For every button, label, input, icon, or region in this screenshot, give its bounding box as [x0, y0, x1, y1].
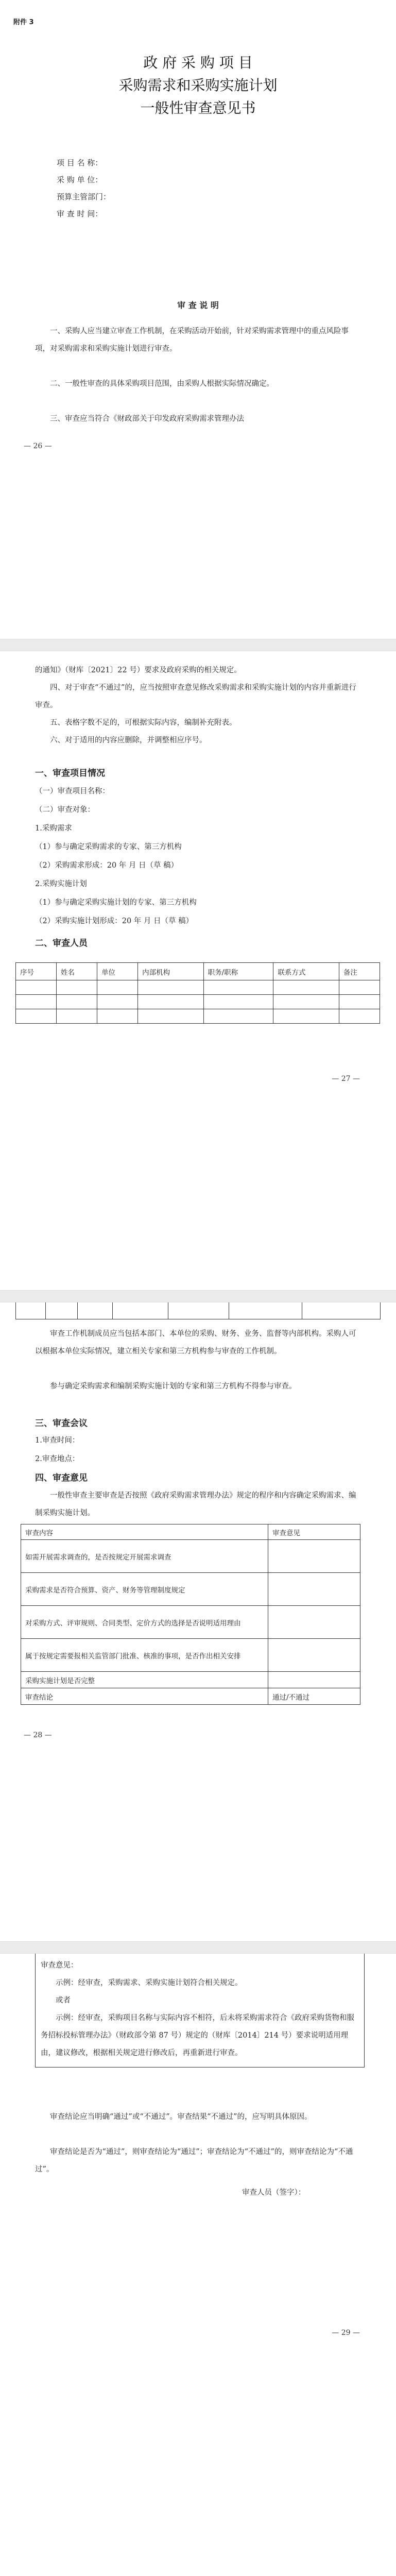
table-continuation-line: [77, 1302, 78, 1319]
table-continuation-line: [15, 1302, 16, 1319]
field-purchaser: 采 购 单 位：: [57, 175, 103, 184]
paragraph: 审查结论是否为“通过”，则审查结论为“通过”；审查结论为“不通过”的，则审查结论为“不通过”。: [35, 2148, 353, 2174]
review-opinion-box: [35, 1954, 365, 2067]
paragraph: 六、对于适用的内容应删除，并调整相应序号。: [50, 736, 207, 744]
table-header-cell: 内部机构: [138, 963, 204, 980]
table-header-cell: 单位: [97, 963, 138, 980]
table-header-cell: 职务/职称: [203, 963, 273, 980]
page-29: [0, 1954, 396, 2576]
table-row: [16, 980, 380, 995]
reviewers-table: [15, 962, 380, 1024]
field-review-time: 审 查 时 间：: [57, 209, 103, 218]
page-separator: [0, 1290, 396, 1302]
table-row: [21, 1606, 360, 1639]
page-number: — 27 —: [332, 1075, 360, 1083]
paragraph: 审查结论应当明确“通过”或“不通过”。审查结果“不通过”的，应写明具体原因。: [50, 2113, 312, 2121]
table-cell: 通过/不通过: [268, 1688, 360, 1705]
section-title: 三、审查会议: [35, 1418, 88, 1429]
list-item: （1）参与确定采购需求的专家、第三方机构: [35, 843, 182, 851]
table-header-cell: 序号: [16, 963, 57, 980]
project-fields: [57, 155, 111, 223]
table-cell: 对采购方式、评审规则、合同类型、定价方式的选择是否说明适用理由: [21, 1606, 268, 1639]
table-row: [21, 1573, 360, 1606]
table-cell: 属于按规定需要报相关监管部门批准、核准的事项，是否作出相关安排: [21, 1639, 268, 1672]
table-cell: 采购实施计划是否完整: [21, 1672, 268, 1688]
opinion-or: 或者: [56, 1996, 71, 2005]
paragraph: 二、一般性审查的具体采购项目范围，由采购人根据实际情况确定。: [50, 380, 274, 388]
table-row: [21, 1688, 360, 1705]
table-row: [21, 1672, 360, 1688]
paragraph: 五、表格字数不足的，可根据实际内容，编制补充附表。: [50, 719, 237, 727]
field-budget-dept: 预算主管部门：: [57, 192, 111, 201]
page-number: — 26 —: [24, 442, 52, 450]
list-item: 1.审查时间：: [35, 1436, 80, 1445]
table-continuation-line: [112, 1302, 113, 1319]
table-cell: [268, 1573, 360, 1606]
table-header-row: [21, 1524, 360, 1540]
section-title: 二、审查人员: [35, 938, 88, 948]
page-title-line2: 采购需求和采购实施计划: [118, 77, 278, 94]
page-26: [0, 0, 396, 639]
review-opinion-table: [21, 1524, 360, 1705]
list-item: 1.采购需求: [35, 824, 72, 833]
list-item: （2）采购实施计划形成：20 年 月 日（草 稿）: [35, 917, 194, 925]
table-header-row: [16, 963, 380, 980]
table-header-cell: 姓名: [57, 963, 97, 980]
opinion-example: 示例：经审查，采购需求、采购实施计划符合相关规定。: [56, 1979, 243, 1987]
section-title: 一、审查项目情况: [35, 768, 105, 778]
table-row: [16, 1009, 380, 1024]
table-row: [16, 995, 380, 1009]
table-header-cell: 审查意见: [268, 1524, 360, 1540]
page-number: — 29 —: [332, 2329, 360, 2337]
table-header-cell: 联系方式: [273, 963, 339, 980]
page-separator: [0, 639, 396, 651]
list-item: 2.审查地点：: [35, 1455, 80, 1463]
table-row: [21, 1540, 360, 1573]
table-cell: [268, 1639, 360, 1672]
paragraph: 一、采购人应当建立审查工作机制，在采购活动开始前，针对采购需求管理中的重点风险事项，对采购需求和采购实施计划进行审查。: [35, 327, 349, 353]
page-separator: [0, 1941, 396, 1954]
table-header-cell: 审查内容: [21, 1524, 268, 1540]
table-cell: [268, 1540, 360, 1573]
table-cell: [268, 1672, 360, 1688]
paragraph: 审查工作机制成员应当包括本部门、本单位的采购、财务、业务、监督等内部机构。采购人可以根据本单位实际情况，建立相关专家和第三方机构参与审查的工作机制。: [35, 1330, 356, 1355]
paragraph: 三、审查应当符合《财政部关于印发政府采购需求管理办法: [50, 415, 244, 423]
paragraph: 一般性审查主要审查是否按照《政府采购需求管理办法》规定的程序和内容确定采购需求、编制采购实施计划。: [35, 1492, 356, 1517]
annex-label: 附件 3: [13, 19, 34, 26]
list-item: （2）采购需求形成：20 年 月 日（草 稿）: [35, 861, 179, 870]
page-27: [0, 651, 396, 1290]
table-cell: 采购需求是否符合预算、资产、财务等管理制度规定: [21, 1573, 268, 1606]
list-item: （二）审查对象：: [35, 806, 95, 814]
list-item: 2.采购实施计划: [35, 880, 87, 888]
meeting-info-list: [35, 1431, 365, 1468]
page-title-line3: 一般性审查意见书: [140, 99, 256, 116]
table-row: [21, 1639, 360, 1672]
table-header-cell: 备注: [339, 963, 380, 980]
table-cell: 如需开展需求调查的，是否按规定开展需求调查: [21, 1540, 268, 1573]
table-continuation-line: [380, 1302, 381, 1319]
paragraph: 四、对于审查“不通过”的，应当按照审查意见修改采购需求和采购实施计划的内容并重新进行审查。: [35, 684, 356, 709]
signature-line: 审查人员（签字）：: [242, 2189, 306, 2197]
review-object-list: [35, 782, 365, 930]
section-heading: 审 查 说 明: [177, 300, 219, 310]
list-item: （1）参与确定采购实施计划的专家、第三方机构: [35, 899, 197, 907]
list-item: （一）审查项目名称：: [35, 787, 110, 795]
field-project-name: 项 目 名 称：: [57, 158, 103, 167]
page-number: — 28 —: [24, 1731, 52, 1739]
paragraph: 的通知》（财库〔2021〕22 号）要求及政府采购的相关规定。: [35, 666, 242, 674]
table-cell: 审查结论: [21, 1688, 268, 1705]
paragraph: 参与确定采购需求和编制采购实施计划的专家和第三方机构不得参与审查。: [50, 1382, 297, 1391]
page-title-line1: 政 府 采 购 项 目: [143, 54, 253, 71]
table-cell: [268, 1606, 360, 1639]
section-title: 四、审查意见: [35, 1473, 88, 1483]
opinion-label: 审查意见：: [41, 1961, 78, 1970]
table-continuation-line: [45, 1302, 46, 1319]
page-28: [0, 1302, 396, 1941]
opinion-example: 示例：经审查，采购项目名称与实际内容不相符，后未将采购需求符合《政府采购货物和服务招标投标管理办法》（财政部令第 87 号）规定的（财库〔2014〕214 号）要求说明适用理由，建议修改，根据相关规定进行修改后，再重新进行审查。: [41, 2014, 354, 2057]
